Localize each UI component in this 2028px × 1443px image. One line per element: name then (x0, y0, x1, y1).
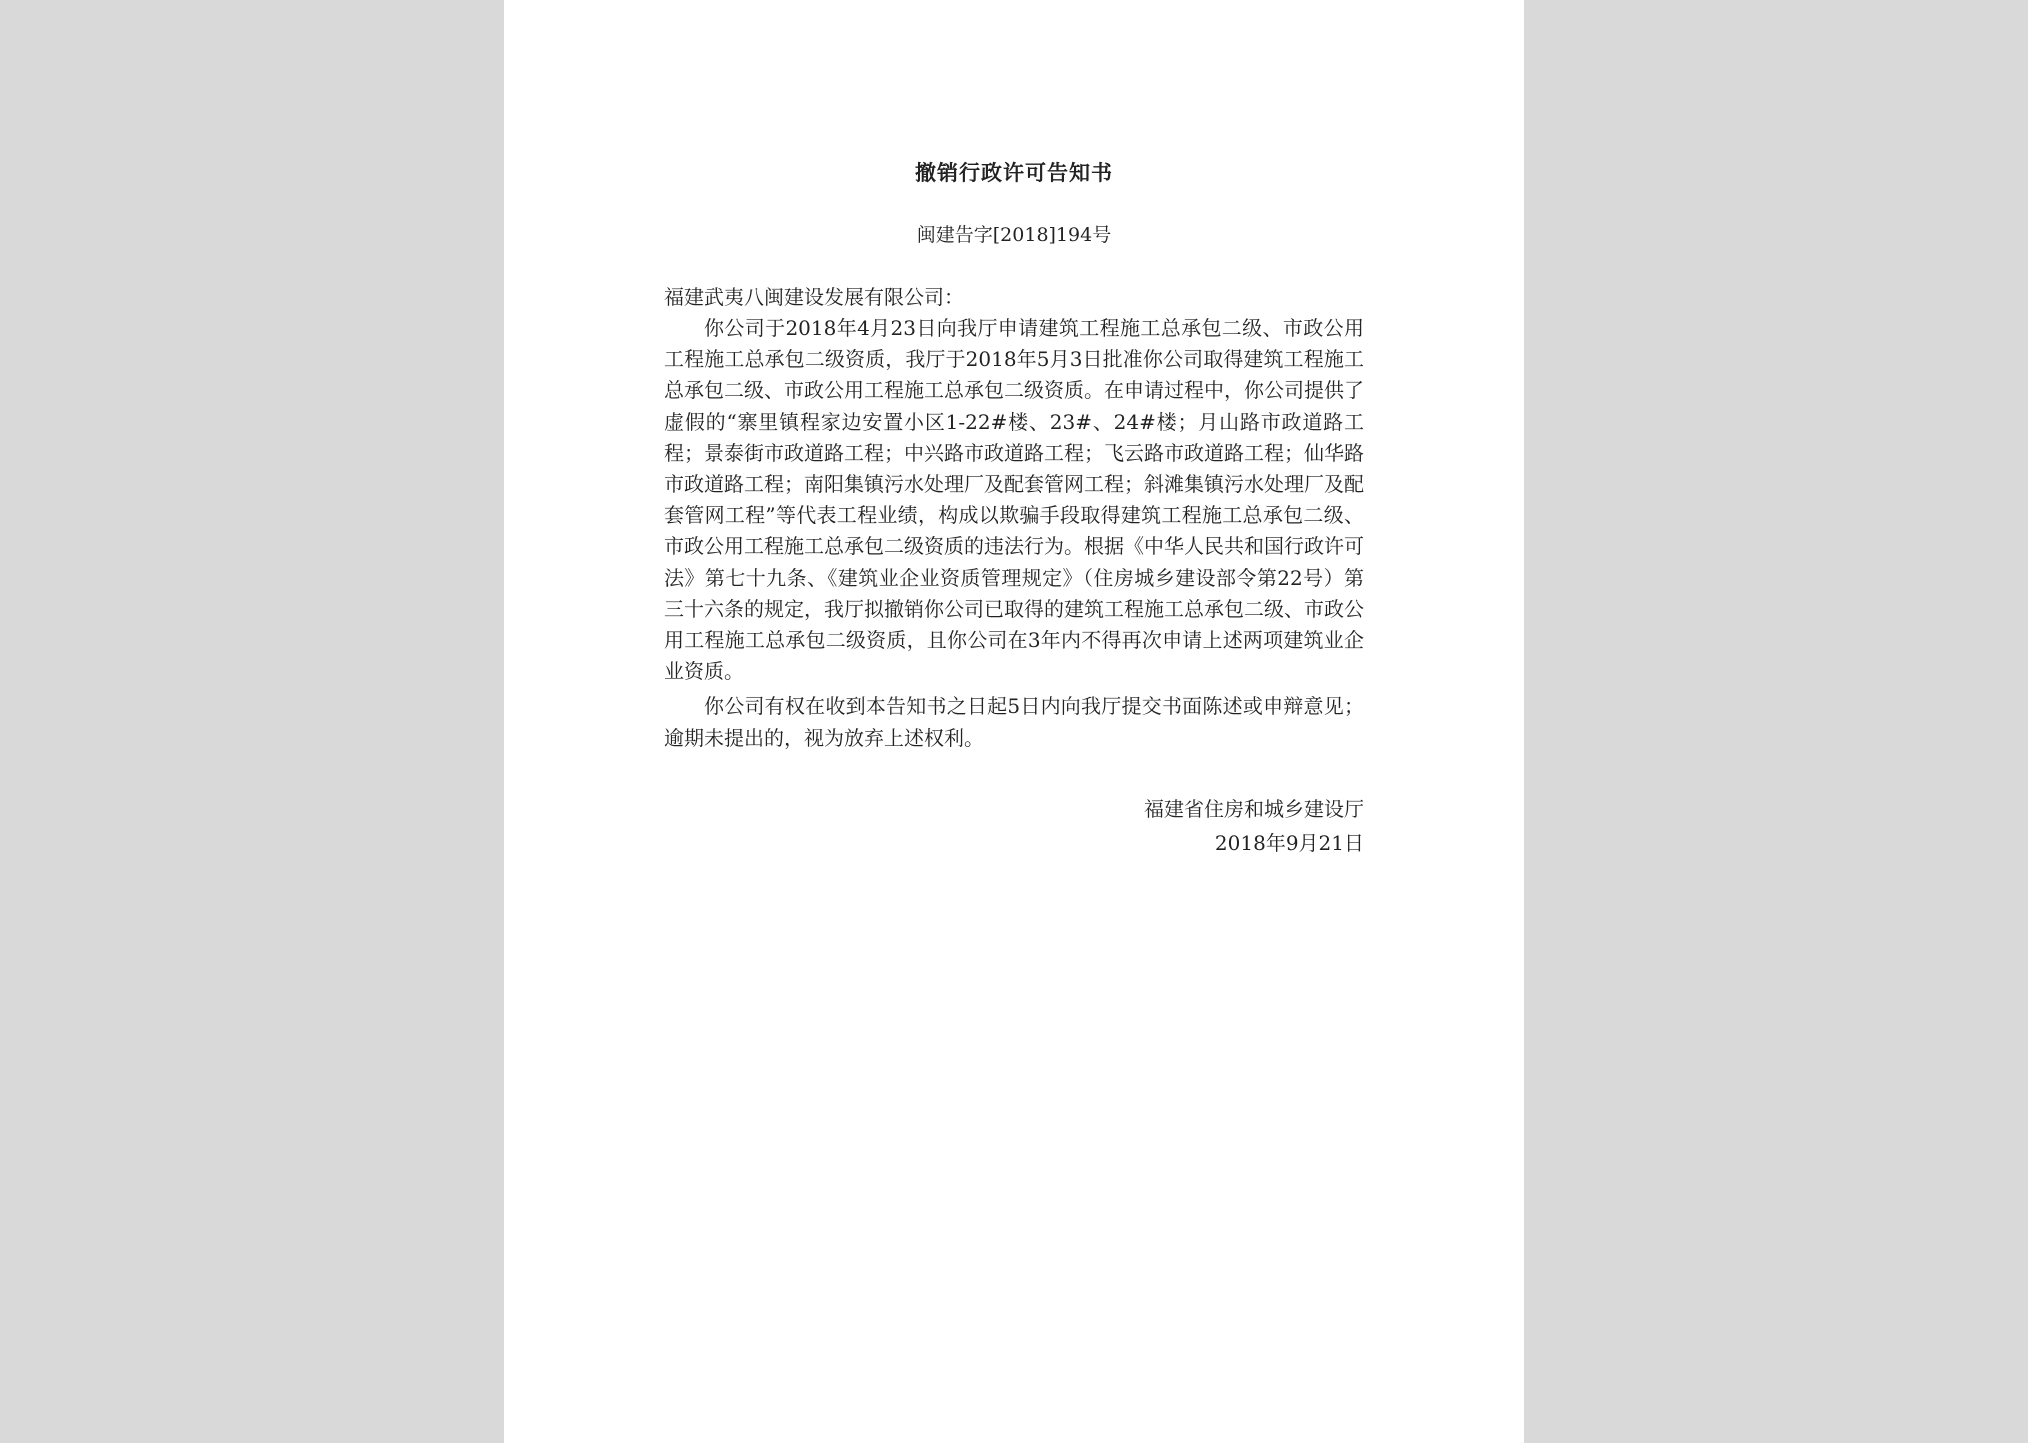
document-page (504, 0, 1524, 1443)
issuer-name: 福建省住房和城乡建设厅 (1144, 796, 1364, 821)
body-paragraph-2: 你公司有权在收到本告知书之日起5日内向我厅提交书面陈述或申辩意见；逾期未提出的，视为放弃上述权利。 (664, 694, 1364, 750)
signature-block (664, 792, 1364, 860)
document-content (664, 150, 1364, 860)
document-title: 撤销行政许可告知书 (915, 160, 1113, 185)
addressee: 福建武夷八闽建设发展有限公司： (664, 285, 964, 309)
document-number: 闽建告字[2018]194号 (916, 224, 1112, 246)
body-paragraph-1: 你公司于2018年4月23日向我厅申请建筑工程施工总承包二级、市政公用工程施工总承包二级资质，我厅于2018年5月3日批准你公司取得建筑工程施工总承包二级、市政公用工程施工总承包二级资质。在申请过程中，你公司提供了虚假的“寨里镇程家边安置小区1-22#楼、23#、24#楼；月山路市政道路工程；景泰街市政道路工程；中兴路市政道路工程；飞云路市政道路工程；仙华路市政道路工程；南阳集镇污水处理厂及配套管网工程；斜滩集镇污水处理厂及配套管网工程”等代表工程业绩，构成以欺骗手段取得建筑工程施工总承包二级、市政公用工程施工总承包二级资质的违法行为。根据《中华人民共和国行政许可法》第七十九条、《建筑业企业资质管理规定》（住房城乡建设部令第22号）第三十六条的规定，我厅拟撤销你公司已取得的建筑工程施工总承包二级、市政公用工程施工总承包二级资质，且你公司在3年内不得再次申请上述两项建筑业企业资质。 (664, 316, 1364, 684)
issue-date: 2018年9月21日 (1214, 830, 1364, 855)
